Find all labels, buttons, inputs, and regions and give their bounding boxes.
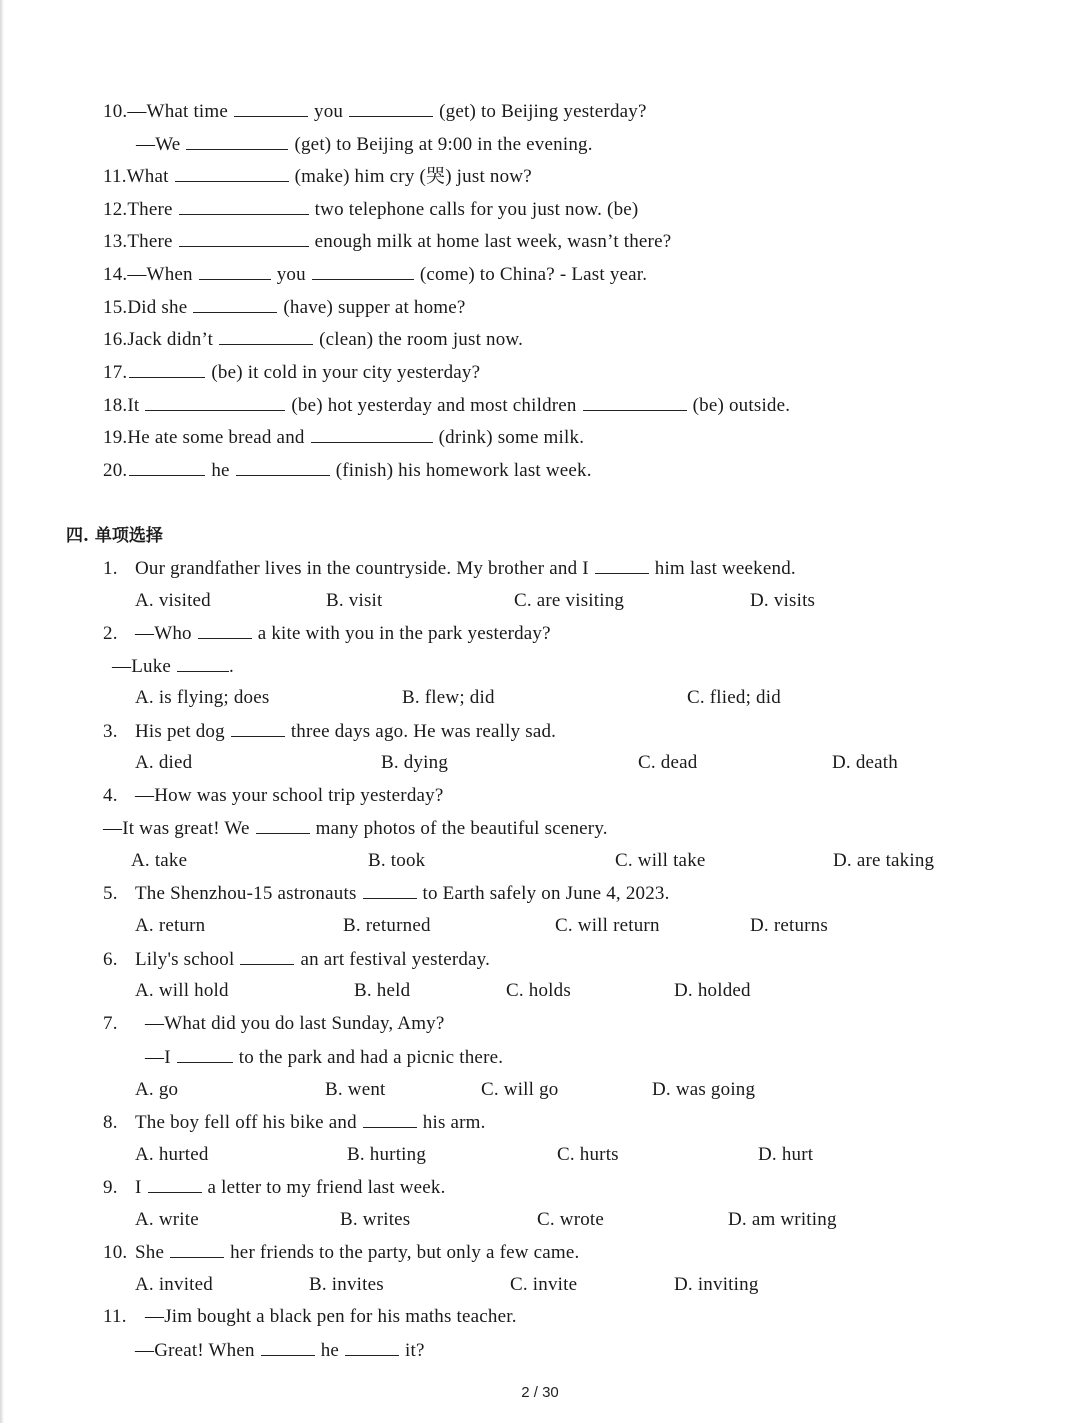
answer-blank[interactable]: [231, 719, 285, 737]
option-a[interactable]: A. take: [131, 850, 188, 871]
option-b[interactable]: B. took: [368, 850, 426, 871]
option-b[interactable]: B. went: [325, 1079, 386, 1100]
question-4-2: 2. —Who a kite with you in the park yesterday?: [103, 623, 551, 644]
option-c[interactable]: C. will return: [555, 915, 660, 936]
option-d[interactable]: D. am writing: [728, 1209, 837, 1230]
answer-blank[interactable]: [240, 947, 294, 965]
answer-blank[interactable]: [175, 164, 289, 182]
option-a[interactable]: A. write: [135, 1209, 199, 1230]
question-4-4-reply: —It was great! We many photos of the beautiful scenery.: [103, 818, 608, 839]
question-3-15: 15.Did she (have) supper at home?: [103, 297, 466, 318]
question-3-16: 16.Jack didn’t (clean) the room just now.: [103, 329, 524, 350]
option-a[interactable]: A. invited: [135, 1274, 213, 1295]
question-3-10: 10.—What time you (get) to Beijing yesterday?: [103, 101, 647, 122]
question-4-1: 1. Our grandfather lives in the countryside. My brother and I him last weekend.: [103, 558, 796, 579]
option-a[interactable]: A. go: [135, 1079, 179, 1100]
question-3-18: 18.It (be) hot yesterday and most children (be) outside.: [103, 395, 791, 416]
answer-blank[interactable]: [177, 654, 229, 672]
question-4-7-reply: —I to the park and had a picnic there.: [145, 1047, 504, 1068]
option-d[interactable]: D. inviting: [674, 1274, 759, 1295]
option-c[interactable]: C. invite: [510, 1274, 578, 1295]
answer-blank[interactable]: [129, 360, 205, 378]
answer-blank[interactable]: [148, 1175, 202, 1193]
answer-blank[interactable]: [193, 295, 277, 313]
option-b[interactable]: B. visit: [326, 590, 383, 611]
question-3-13: 13.There enough milk at home last week, wasn’t there?: [103, 231, 672, 252]
answer-blank[interactable]: [595, 556, 649, 574]
option-d[interactable]: D. holded: [674, 980, 751, 1001]
answer-blank[interactable]: [186, 132, 288, 150]
answer-blank[interactable]: [129, 458, 205, 476]
option-b[interactable]: B. returned: [343, 915, 431, 936]
answer-blank[interactable]: [234, 99, 308, 117]
section-title: 四. 单项选择: [66, 526, 163, 546]
question-3-12: 12.There two telephone calls for you just now. (be): [103, 199, 639, 220]
option-c[interactable]: C. will take: [615, 850, 706, 871]
option-a[interactable]: A. is flying; does: [135, 687, 270, 708]
option-b[interactable]: B. held: [354, 980, 411, 1001]
option-d[interactable]: D. was going: [652, 1079, 756, 1100]
question-4-7: 7. —What did you do last Sunday, Amy?: [103, 1013, 445, 1034]
answer-blank[interactable]: [198, 621, 252, 639]
answer-blank[interactable]: [236, 458, 330, 476]
option-a[interactable]: A. will hold: [135, 980, 229, 1001]
question-4-2-reply: —Luke .: [112, 656, 234, 677]
option-c[interactable]: C. flied; did: [687, 687, 781, 708]
option-d[interactable]: D. visits: [750, 590, 816, 611]
answer-blank[interactable]: [179, 229, 309, 247]
question-3-20: 20. he (finish) his homework last week.: [103, 460, 592, 481]
option-c[interactable]: C. are visiting: [514, 590, 625, 611]
page-edge: [0, 0, 4, 1423]
option-c[interactable]: C. dead: [638, 752, 698, 773]
question-4-11: 11. —Jim bought a black pen for his maths teacher.: [103, 1306, 517, 1327]
option-b[interactable]: B. invites: [309, 1274, 384, 1295]
answer-blank[interactable]: [199, 262, 271, 280]
option-b[interactable]: B. writes: [340, 1209, 411, 1230]
question-3-19: 19.He ate some bread and (drink) some milk.: [103, 427, 585, 448]
question-4-5: 5. The Shenzhou-15 astronauts to Earth safely on June 4, 2023.: [103, 883, 670, 904]
option-a[interactable]: A. visited: [135, 590, 211, 611]
option-a[interactable]: A. died: [135, 752, 193, 773]
option-d[interactable]: D. returns: [750, 915, 828, 936]
answer-blank[interactable]: [345, 1338, 399, 1356]
answer-blank[interactable]: [261, 1338, 315, 1356]
question-4-10: 10. She her friends to the party, but only a few came.: [103, 1242, 580, 1263]
option-d[interactable]: D. hurt: [758, 1144, 814, 1165]
question-4-4: 4. —How was your school trip yesterday?: [103, 785, 444, 806]
answer-blank[interactable]: [170, 1240, 224, 1258]
answer-blank[interactable]: [311, 425, 433, 443]
question-4-9: 9. I a letter to my friend last week.: [103, 1177, 446, 1198]
option-c[interactable]: C. holds: [506, 980, 571, 1001]
answer-blank[interactable]: [363, 1110, 417, 1128]
question-4-8: 8. The boy fell off his bike and his arm.: [103, 1112, 486, 1133]
answer-blank[interactable]: [256, 816, 310, 834]
question-3-10-reply: —We (get) to Beijing at 9:00 in the evening.: [136, 134, 593, 155]
option-b[interactable]: B. hurting: [347, 1144, 427, 1165]
option-a[interactable]: A. hurted: [135, 1144, 209, 1165]
answer-blank[interactable]: [179, 197, 309, 215]
answer-blank[interactable]: [583, 393, 687, 411]
question-4-11-reply: —Great! When he it?: [135, 1340, 425, 1361]
question-4-3: 3. His pet dog three days ago. He was really sad.: [103, 721, 557, 742]
option-a[interactable]: A. return: [135, 915, 206, 936]
answer-blank[interactable]: [177, 1045, 233, 1063]
question-3-14: 14.—When you (come) to China? - Last year.: [103, 264, 648, 285]
answer-blank[interactable]: [219, 327, 313, 345]
question-3-11: 11.What (make) him cry (哭) just now?: [103, 166, 532, 187]
option-c[interactable]: C. wrote: [537, 1209, 605, 1230]
question-3-17: 17. (be) it cold in your city yesterday?: [103, 362, 481, 383]
option-c[interactable]: C. hurts: [557, 1144, 619, 1165]
option-d[interactable]: D. are taking: [833, 850, 935, 871]
option-b[interactable]: B. flew; did: [402, 687, 495, 708]
option-b[interactable]: B. dying: [381, 752, 449, 773]
answer-blank[interactable]: [349, 99, 433, 117]
answer-blank[interactable]: [363, 881, 417, 899]
option-d[interactable]: D. death: [832, 752, 898, 773]
option-c[interactable]: C. will go: [481, 1079, 559, 1100]
page-number: 2 / 30: [521, 1384, 559, 1401]
answer-blank[interactable]: [145, 393, 285, 411]
answer-blank[interactable]: [312, 262, 414, 280]
question-4-6: 6. Lily's school an art festival yesterday.: [103, 949, 491, 970]
